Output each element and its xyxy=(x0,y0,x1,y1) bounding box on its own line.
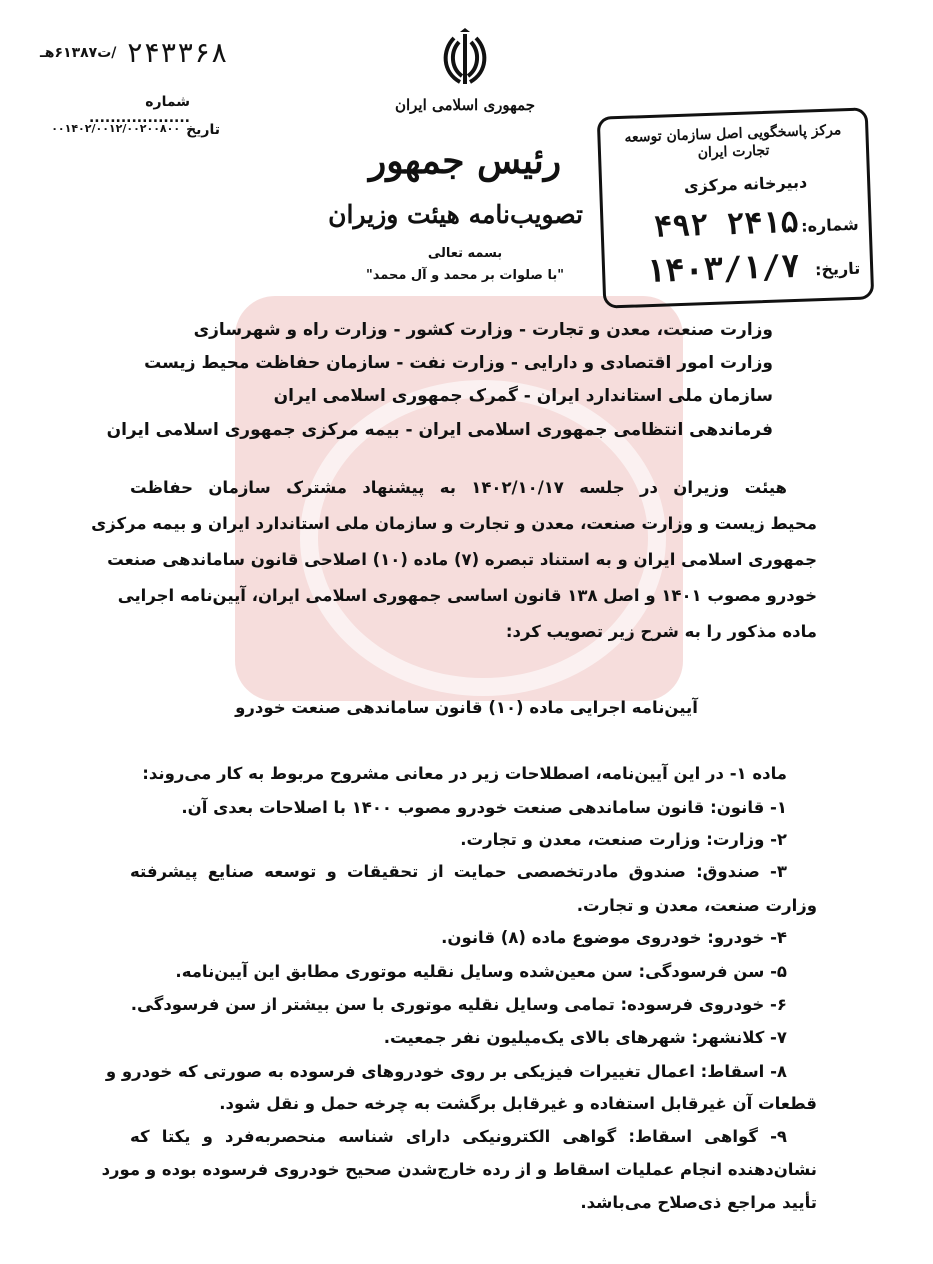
definition-line xyxy=(105,1062,787,1081)
definition-term: ماده ۱- xyxy=(729,764,787,783)
received-stamp xyxy=(597,107,875,308)
preamble-line: محیط زیست و وزارت صنعت، معدن و تجارت و سازمان ملی استاندارد ایران و بیمه مرکزی xyxy=(91,514,817,533)
definition-text: گواهی الکترونیکی دارای شناسه منحصربه‌فرد و یکتا که xyxy=(130,1127,629,1146)
definition-text: قطعات آن غیرقابل استفاده و غیرقابل برگشت به چرخه حمل و نقل شود. xyxy=(219,1094,817,1113)
preamble-line: ماده مذکور را به شرح زیر تصویب کرد: xyxy=(505,622,817,641)
definition-text: در این آیین‌نامه، اصطلاحات زیر در معانی مشروح مربوط به کار می‌روند: xyxy=(142,764,730,783)
definition-line xyxy=(181,798,787,817)
date-value: ۰۰۱۴۰۲/۰۰۱۲/۰۰۲۰۰۸۰۰ xyxy=(51,122,181,135)
stamp-number-value: ۲۴۱۵ ۴۹۲ xyxy=(653,204,800,245)
recipient-line: فرماندهی انتظامی جمهوری اسلامی ایران - بیمه مرکزی جمهوری اسلامی ایران xyxy=(106,420,773,440)
definition-term: ۲- وزارت: xyxy=(706,830,787,849)
definition-text: تمامی وسایل نقلیه موتوری با سن بیشتر از سن فرسودگی. xyxy=(130,995,621,1014)
definition-line xyxy=(460,830,787,849)
definition-text: قانون ساماندهی صنعت خودرو مصوب ۱۴۰۰ با اصلاحات بعدی آن. xyxy=(181,798,711,817)
country-name: جمهوری اسلامی ایران xyxy=(394,96,536,114)
definition-term: ۴- خودرو: xyxy=(707,928,787,947)
recipient-line: وزارت صنعت، معدن و تجارت - وزارت کشور - وزارت راه و شهرسازی xyxy=(193,320,773,340)
definition-line xyxy=(441,928,787,947)
definition-term: ۹- گواهی اسقاط: xyxy=(628,1127,787,1146)
stamp-dept: دبیرخانه مرکزی xyxy=(683,172,808,196)
definition-text: خودروی موضوع ماده (۸) قانون. xyxy=(441,928,708,947)
definition-line xyxy=(175,962,787,981)
stamp-number-label: شماره: xyxy=(800,214,859,236)
definition-line xyxy=(384,1028,787,1047)
invocation: بسمه تعالی xyxy=(427,246,503,261)
definition-text: سن معین‌شده وسایل نقلیه موتوری مطابق این آیین‌نامه. xyxy=(175,962,639,981)
definition-text: تأیید مراجع ذی‌صلاح می‌باشد. xyxy=(580,1193,817,1212)
definition-term: ۷- کلانشهر: xyxy=(691,1028,787,1047)
definition-term: ۸- اسقاط: xyxy=(700,1062,787,1081)
preamble-line: هیئت وزیران در جلسه ۱۴۰۲/۱۰/۱۷ به پیشنهاد مشترک سازمان حفاظت xyxy=(130,478,787,497)
definition-term: ۵- سن فرسودگی: xyxy=(638,962,787,981)
definition-term: ۶- خودروی فرسوده: xyxy=(620,995,787,1014)
definition-line xyxy=(577,896,817,915)
definition-line xyxy=(130,862,787,881)
reference-number xyxy=(40,36,228,69)
definition-line xyxy=(580,1193,817,1212)
date-field xyxy=(20,122,220,138)
stamp-org: مرکز پاسخگویی اصل سازمان توسعه تجارت ایران xyxy=(624,122,842,162)
definition-line xyxy=(101,1160,817,1179)
definition-term: ۳- صندوق: xyxy=(696,862,787,881)
number-field: شماره ................... xyxy=(88,94,190,126)
preamble-line: جمهوری اسلامی ایران و به استناد تبصره (۷) ماده (۱۰) اصلاحی قانون ساماندهی صنعت xyxy=(107,550,817,569)
definition-line xyxy=(131,995,787,1014)
iran-emblem-icon xyxy=(440,28,490,90)
letter-code: /ت۶۱۳۸۷هـ xyxy=(40,44,117,61)
stamp-date-value: ۱۴۰۳/۱/۷ xyxy=(645,246,801,291)
definition-line xyxy=(130,1127,787,1146)
definition-text: وزارت صنعت، معدن و تجارت. xyxy=(460,830,707,849)
stamp-date-label: تاریخ: xyxy=(814,258,861,280)
definition-line xyxy=(219,1094,817,1113)
definition-text: صندوق مادرتخصصی حمایت از تحقیقات و توسعه صنایع پیشرفته xyxy=(130,862,697,881)
document-subtitle: تصویب‌نامه هیئت وزیران xyxy=(328,200,583,229)
date-label: تاریخ xyxy=(186,122,220,138)
handwritten-number: ۲۴۳۳۶۸ xyxy=(126,36,228,69)
regulation-title: آیین‌نامه اجرایی ماده (۱۰) قانون ساماندهی صنعت خودرو xyxy=(235,698,698,717)
definition-text: وزارت صنعت، معدن و تجارت. xyxy=(576,896,817,915)
definition-text: نشان‌دهنده انجام عملیات اسقاط و از رده خارج‌شدن صحیح خودروی فرسوده بوده و مورد xyxy=(101,1160,817,1179)
preamble-line: خودرو مصوب ۱۴۰۱ و اصل ۱۳۸ قانون اساسی جمهوری اسلامی ایران، آیین‌نامه اجرایی xyxy=(117,586,817,605)
definition-text: شهرهای بالای یک‌میلیون نفر جمعیت. xyxy=(383,1028,692,1047)
definition-line xyxy=(142,764,787,783)
office-title: رئیس جمهور xyxy=(368,140,562,182)
definition-text: اعمال تغییرات فیزیکی بر روی خودروهای فرسوده به صورتی که خودرو و xyxy=(105,1062,701,1081)
recipient-line: وزارت امور اقتصادی و دارایی - وزارت نفت - سازمان حفاظت محیط زیست xyxy=(144,353,773,373)
recipient-line: سازمان ملی استاندارد ایران - گمرک جمهوری اسلامی ایران xyxy=(273,386,773,406)
salawat: "با صلوات بر محمد و آل محمد" xyxy=(365,268,565,283)
definition-term: ۱- قانون: xyxy=(710,798,787,817)
